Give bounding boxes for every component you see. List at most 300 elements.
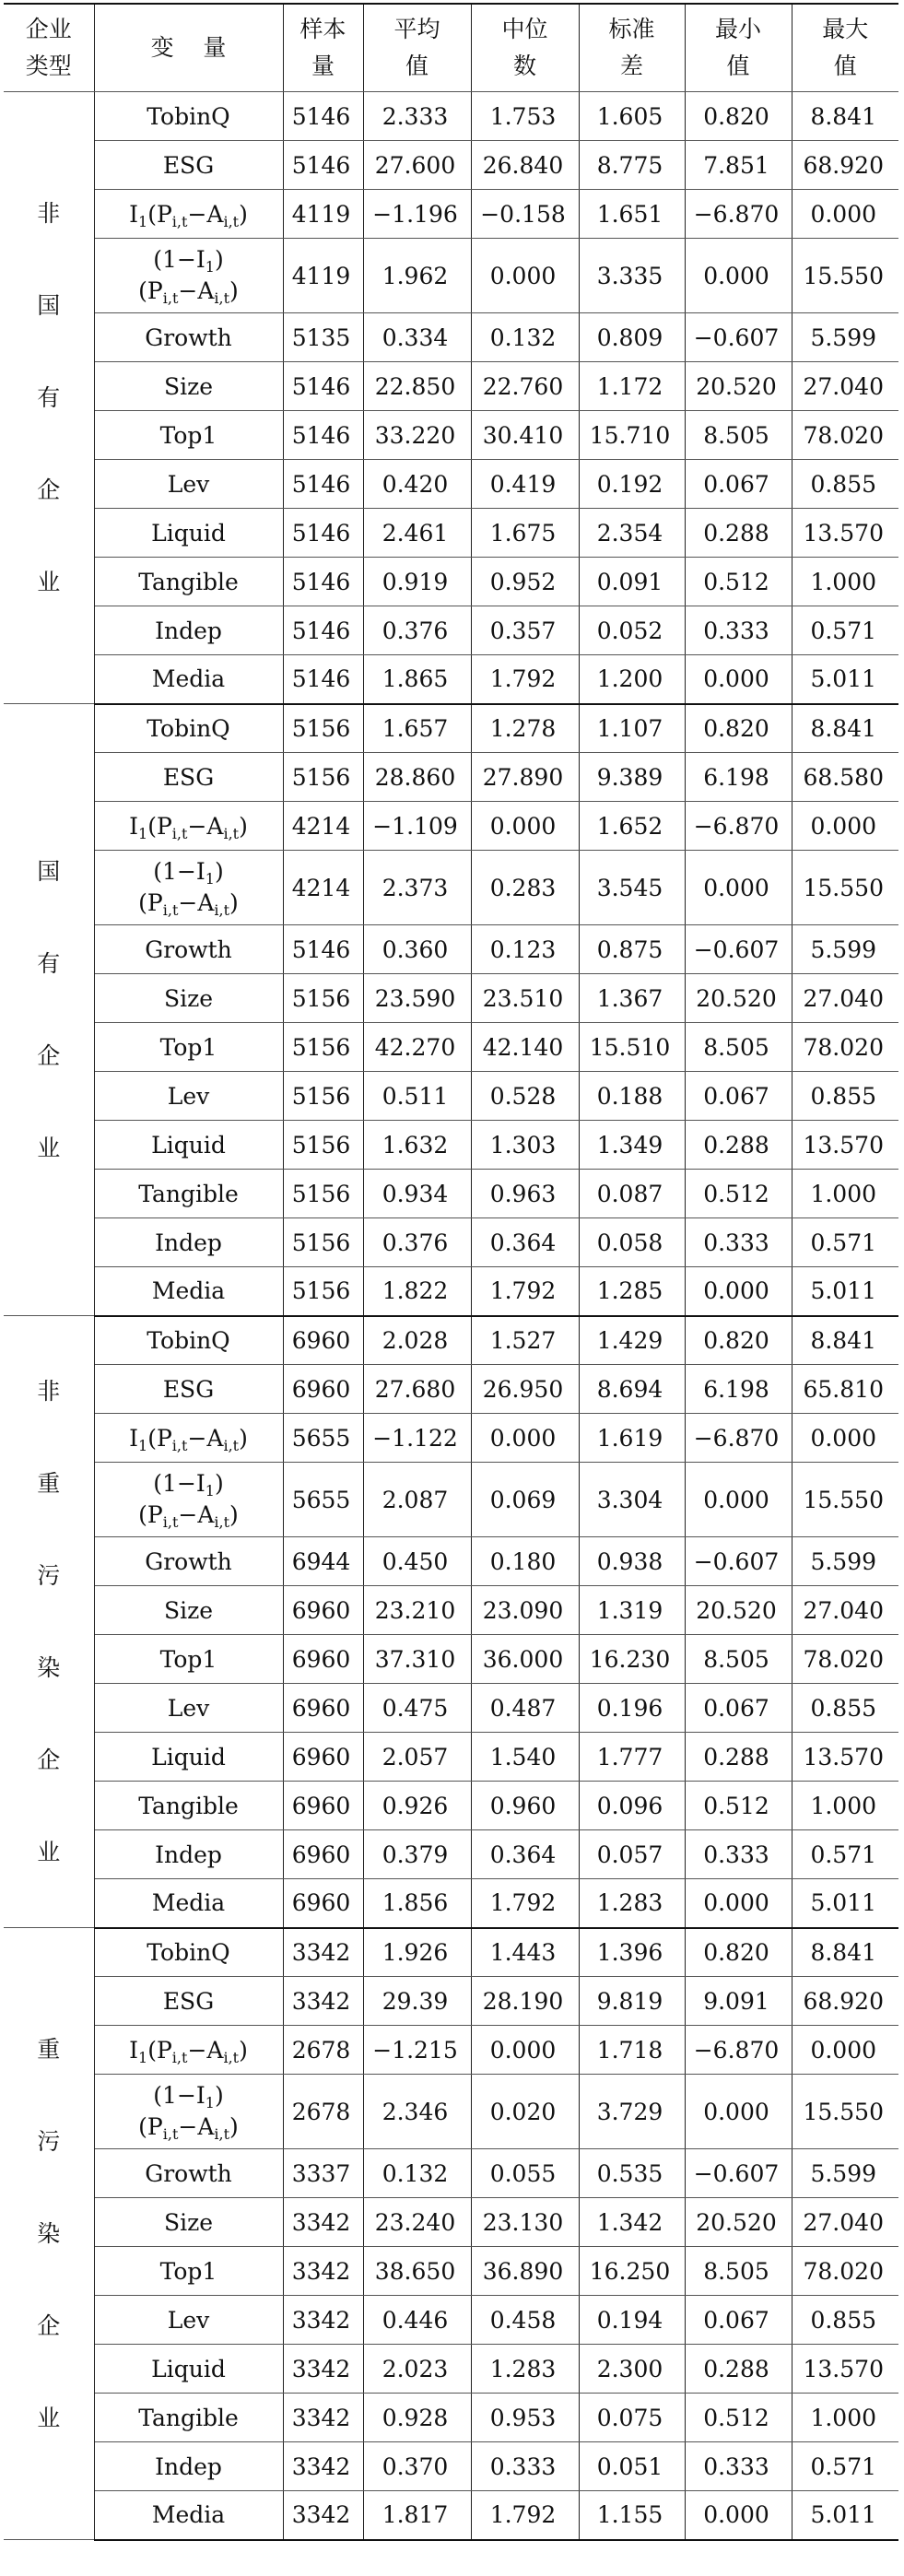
variable-name: Growth	[94, 1537, 283, 1586]
table-row	[4, 509, 898, 558]
table-row	[4, 851, 898, 925]
min-value: 0.288	[685, 1121, 792, 1170]
sample-size: 5146	[283, 606, 363, 655]
sample-size: 5156	[283, 1023, 363, 1072]
median-value: 23.130	[471, 2198, 579, 2247]
table-row	[4, 1072, 898, 1121]
sample-size: 3342	[283, 1977, 363, 2026]
sample-size: 5156	[283, 704, 363, 753]
variable-name: Growth	[94, 313, 283, 362]
std-dev-value: 1.777	[579, 1733, 685, 1782]
table-row	[4, 655, 898, 704]
sample-size: 3342	[283, 2491, 363, 2540]
median-value: 1.278	[471, 704, 579, 753]
min-value: 20.520	[685, 2198, 792, 2247]
min-value: 0.067	[685, 460, 792, 509]
max-value: 0.855	[792, 1072, 898, 1121]
median-value: 0.069	[471, 1463, 579, 1537]
median-value: 0.020	[471, 2075, 579, 2149]
median-value: 0.364	[471, 1830, 579, 1879]
company-type-char: 有	[37, 383, 61, 411]
mean-value: 23.210	[363, 1586, 471, 1635]
table-row	[4, 1121, 898, 1170]
min-value: 0.000	[685, 1879, 792, 1928]
sample-size: 5146	[283, 92, 363, 141]
median-value: 42.140	[471, 1023, 579, 1072]
max-value: 13.570	[792, 1733, 898, 1782]
mean-value: 23.240	[363, 2198, 471, 2247]
sample-size: 3342	[283, 2442, 363, 2491]
sample-size: 6960	[283, 1586, 363, 1635]
std-dev-value: 1.342	[579, 2198, 685, 2247]
std-dev-value: 0.188	[579, 1072, 685, 1121]
min-value: 0.288	[685, 2345, 792, 2394]
header-row	[4, 4, 898, 92]
table-row	[4, 313, 898, 362]
variable-name: ESG	[94, 141, 283, 190]
table-row	[4, 2075, 898, 2149]
variable-name: $(1-I_1)$ $(P_{i,t}-A_{i,t})$	[94, 851, 283, 925]
std-dev-value: 1.349	[579, 1121, 685, 1170]
company-type-cell	[4, 704, 94, 1316]
max-value: 5.011	[792, 1879, 898, 1928]
median-value: 0.123	[471, 925, 579, 974]
max-value: 5.011	[792, 1267, 898, 1316]
min-value: 0.000	[685, 2491, 792, 2540]
min-value: 8.505	[685, 2247, 792, 2296]
max-value: 27.040	[792, 362, 898, 411]
mean-value: 0.919	[363, 558, 471, 606]
mean-value: 0.926	[363, 1782, 471, 1830]
variable-name: Size	[94, 1586, 283, 1635]
table-row	[4, 239, 898, 313]
median-value: 26.950	[471, 1365, 579, 1414]
min-value: −6.870	[685, 802, 792, 851]
max-value: 68.580	[792, 753, 898, 802]
median-value: 0.458	[471, 2296, 579, 2345]
sample-size: 5156	[283, 1170, 363, 1218]
table-row	[4, 2198, 898, 2247]
mean-value: −1.196	[363, 190, 471, 239]
max-value: 0.000	[792, 802, 898, 851]
max-value: 1.000	[792, 1782, 898, 1830]
table-row	[4, 1023, 898, 1072]
header-company-type: 企业 类型	[4, 4, 94, 92]
std-dev-value: 1.107	[579, 704, 685, 753]
median-value: 1.792	[471, 2491, 579, 2540]
median-value: 0.952	[471, 558, 579, 606]
mean-value: 0.370	[363, 2442, 471, 2491]
min-value: 0.820	[685, 1928, 792, 1977]
max-value: 78.020	[792, 411, 898, 460]
mean-value: 0.376	[363, 606, 471, 655]
variable-name: TobinQ	[94, 1928, 283, 1977]
table-row	[4, 2247, 898, 2296]
min-value: −0.607	[685, 2149, 792, 2198]
max-value: 5.599	[792, 2149, 898, 2198]
min-value: 0.512	[685, 2394, 792, 2442]
company-type-char: 企	[37, 476, 61, 503]
header-mean: 平均 值	[363, 4, 471, 92]
company-type-char: 国	[37, 857, 61, 885]
table-row	[4, 1414, 898, 1463]
variable-name: Tangible	[94, 1782, 283, 1830]
median-value: 1.283	[471, 2345, 579, 2394]
sample-size: 6960	[283, 1635, 363, 1684]
company-type-char: 企	[37, 1746, 61, 1773]
std-dev-value: 2.300	[579, 2345, 685, 2394]
table-row	[4, 1586, 898, 1635]
std-dev-value: 0.052	[579, 606, 685, 655]
variable-name: Liquid	[94, 1733, 283, 1782]
mean-value: 38.650	[363, 2247, 471, 2296]
max-value: 8.841	[792, 1928, 898, 1977]
variable-name: Tangible	[94, 558, 283, 606]
variable-name: Lev	[94, 2296, 283, 2345]
max-value: 8.841	[792, 704, 898, 753]
table-row	[4, 1635, 898, 1684]
max-value: 0.571	[792, 2442, 898, 2491]
table-row	[4, 2442, 898, 2491]
header-std-dev: 标准 差	[579, 4, 685, 92]
variable-name: Top1	[94, 1023, 283, 1072]
company-type-char: 业	[37, 2404, 61, 2431]
table-row	[4, 362, 898, 411]
mean-value: 1.962	[363, 239, 471, 313]
table-row	[4, 974, 898, 1023]
min-value: 8.505	[685, 1023, 792, 1072]
sample-size: 5146	[283, 655, 363, 704]
std-dev-value: 1.652	[579, 802, 685, 851]
table-row	[4, 460, 898, 509]
mean-value: 0.934	[363, 1170, 471, 1218]
median-value: 1.527	[471, 1316, 579, 1365]
min-value: 0.512	[685, 1782, 792, 1830]
min-value: 0.333	[685, 2442, 792, 2491]
max-value: 15.550	[792, 851, 898, 925]
mean-value: 42.270	[363, 1023, 471, 1072]
variable-name: Lev	[94, 460, 283, 509]
median-value: 1.540	[471, 1733, 579, 1782]
max-value: 5.011	[792, 2491, 898, 2540]
company-type-char: 重	[37, 2035, 61, 2063]
std-dev-value: 1.396	[579, 1928, 685, 1977]
sample-size: 6960	[283, 1879, 363, 1928]
max-value: 0.855	[792, 1684, 898, 1733]
std-dev-value: 16.230	[579, 1635, 685, 1684]
table-row	[4, 2296, 898, 2345]
mean-value: 0.420	[363, 460, 471, 509]
mean-value: 2.373	[363, 851, 471, 925]
max-value: 0.571	[792, 1830, 898, 1879]
sample-size: 5655	[283, 1414, 363, 1463]
std-dev-value: 1.172	[579, 362, 685, 411]
median-value: 0.487	[471, 1684, 579, 1733]
variable-name: $I_1(P_{i,t}-A_{i,t})$	[94, 190, 283, 239]
company-type-char: 有	[37, 949, 61, 977]
max-value: 1.000	[792, 558, 898, 606]
min-value: 0.000	[685, 1463, 792, 1537]
max-value: 1.000	[792, 1170, 898, 1218]
variable-name: Lev	[94, 1684, 283, 1733]
variable-name: Size	[94, 2198, 283, 2247]
std-dev-value: 1.367	[579, 974, 685, 1023]
table-row	[4, 802, 898, 851]
table-row	[4, 1928, 898, 1977]
company-type-char: 企	[37, 1041, 61, 1069]
table-row	[4, 1537, 898, 1586]
variable-name: $(1-I_1)$ $(P_{i,t}-A_{i,t})$	[94, 1463, 283, 1537]
mean-value: 1.817	[363, 2491, 471, 2540]
max-value: 78.020	[792, 2247, 898, 2296]
std-dev-value: 0.875	[579, 925, 685, 974]
sample-size: 4214	[283, 802, 363, 851]
std-dev-value: 3.545	[579, 851, 685, 925]
sample-size: 3342	[283, 2198, 363, 2247]
variable-name: TobinQ	[94, 92, 283, 141]
min-value: 0.000	[685, 239, 792, 313]
max-value: 0.000	[792, 2026, 898, 2075]
mean-value: 0.376	[363, 1218, 471, 1267]
min-value: 0.000	[685, 1267, 792, 1316]
median-value: 0.132	[471, 313, 579, 362]
mean-value: 1.657	[363, 704, 471, 753]
table-body	[4, 92, 898, 2540]
sample-size: 5156	[283, 1267, 363, 1316]
min-value: 0.000	[685, 655, 792, 704]
median-value: 1.792	[471, 1879, 579, 1928]
max-value: 27.040	[792, 2198, 898, 2247]
variable-name: $I_1(P_{i,t}-A_{i,t})$	[94, 1414, 283, 1463]
std-dev-value: 16.250	[579, 2247, 685, 2296]
min-value: 0.820	[685, 92, 792, 141]
sample-size: 5146	[283, 509, 363, 558]
max-value: 13.570	[792, 1121, 898, 1170]
max-value: 5.599	[792, 1537, 898, 1586]
min-value: −6.870	[685, 1414, 792, 1463]
mean-value: 27.680	[363, 1365, 471, 1414]
header-sample-size: 样本 量	[283, 4, 363, 92]
variable-name: TobinQ	[94, 1316, 283, 1365]
mean-value: 28.860	[363, 753, 471, 802]
table-row	[4, 141, 898, 190]
table-row	[4, 1463, 898, 1537]
std-dev-value: 0.809	[579, 313, 685, 362]
variable-name: Media	[94, 1267, 283, 1316]
mean-value: 2.346	[363, 2075, 471, 2149]
max-value: 65.810	[792, 1365, 898, 1414]
mean-value: 2.057	[363, 1733, 471, 1782]
std-dev-value: 9.819	[579, 1977, 685, 2026]
median-value: 0.333	[471, 2442, 579, 2491]
std-dev-value: 3.729	[579, 2075, 685, 2149]
min-value: 0.512	[685, 1170, 792, 1218]
max-value: 5.011	[792, 655, 898, 704]
variable-name: $I_1(P_{i,t}-A_{i,t})$	[94, 802, 283, 851]
variable-name: TobinQ	[94, 704, 283, 753]
variable-name: $I_1(P_{i,t}-A_{i,t})$	[94, 2026, 283, 2075]
std-dev-value: 2.354	[579, 509, 685, 558]
max-value: 78.020	[792, 1635, 898, 1684]
mean-value: 0.446	[363, 2296, 471, 2345]
median-value: −0.158	[471, 190, 579, 239]
table-row	[4, 606, 898, 655]
std-dev-value: 1.200	[579, 655, 685, 704]
max-value: 5.599	[792, 313, 898, 362]
mean-value: −1.215	[363, 2026, 471, 2075]
max-value: 0.855	[792, 460, 898, 509]
table-row	[4, 2026, 898, 2075]
mean-value: 0.928	[363, 2394, 471, 2442]
company-type-char: 国	[37, 291, 61, 319]
std-dev-value: 1.155	[579, 2491, 685, 2540]
sample-size: 6960	[283, 1684, 363, 1733]
max-value: 0.000	[792, 190, 898, 239]
std-dev-value: 3.335	[579, 239, 685, 313]
variable-name: Tangible	[94, 1170, 283, 1218]
variable-name: Lev	[94, 1072, 283, 1121]
table-row	[4, 1977, 898, 2026]
std-dev-value: 0.192	[579, 460, 685, 509]
max-value: 13.570	[792, 2345, 898, 2394]
mean-value: 1.865	[363, 655, 471, 704]
mean-value: 0.450	[363, 1537, 471, 1586]
min-value: 6.198	[685, 1365, 792, 1414]
sample-size: 5135	[283, 313, 363, 362]
std-dev-value: 1.651	[579, 190, 685, 239]
min-value: 0.067	[685, 2296, 792, 2345]
table-row	[4, 558, 898, 606]
median-value: 0.180	[471, 1537, 579, 1586]
sample-size: 5655	[283, 1463, 363, 1537]
variable-name: ESG	[94, 1365, 283, 1414]
min-value: 20.520	[685, 974, 792, 1023]
company-type-char: 业	[37, 1838, 61, 1865]
company-type-char: 染	[37, 2219, 61, 2247]
std-dev-value: 0.091	[579, 558, 685, 606]
company-type-char: 企	[37, 2311, 61, 2339]
median-value: 22.760	[471, 362, 579, 411]
mean-value: 0.379	[363, 1830, 471, 1879]
max-value: 68.920	[792, 1977, 898, 2026]
sample-size: 2678	[283, 2075, 363, 2149]
mean-value: 37.310	[363, 1635, 471, 1684]
median-value: 1.753	[471, 92, 579, 141]
median-value: 0.419	[471, 460, 579, 509]
company-type-char: 业	[37, 1134, 61, 1161]
mean-value: 2.028	[363, 1316, 471, 1365]
header-min: 最小 值	[685, 4, 792, 92]
variable-name: Size	[94, 974, 283, 1023]
max-value: 27.040	[792, 1586, 898, 1635]
sample-size: 5146	[283, 925, 363, 974]
table-row	[4, 2149, 898, 2198]
std-dev-value: 8.775	[579, 141, 685, 190]
company-type-cell	[4, 1928, 94, 2540]
sample-size: 5156	[283, 1218, 363, 1267]
company-type-char: 非	[37, 199, 61, 227]
mean-value: 0.475	[363, 1684, 471, 1733]
mean-value: −1.122	[363, 1414, 471, 1463]
sample-size: 3342	[283, 2296, 363, 2345]
max-value: 0.000	[792, 1414, 898, 1463]
std-dev-value: 0.087	[579, 1170, 685, 1218]
max-value: 8.841	[792, 92, 898, 141]
mean-value: 0.334	[363, 313, 471, 362]
min-value: 0.000	[685, 2075, 792, 2149]
min-value: 6.198	[685, 753, 792, 802]
sample-size: 6960	[283, 1365, 363, 1414]
header-max: 最大 值	[792, 4, 898, 92]
table-row	[4, 1218, 898, 1267]
sample-size: 6960	[283, 1316, 363, 1365]
max-value: 0.571	[792, 1218, 898, 1267]
std-dev-value: 1.619	[579, 1414, 685, 1463]
std-dev-value: 1.285	[579, 1267, 685, 1316]
min-value: 7.851	[685, 141, 792, 190]
table-row	[4, 92, 898, 141]
min-value: −6.870	[685, 2026, 792, 2075]
std-dev-value: 8.694	[579, 1365, 685, 1414]
std-dev-value: 0.096	[579, 1782, 685, 1830]
median-value: 0.283	[471, 851, 579, 925]
table-row	[4, 1782, 898, 1830]
min-value: −0.607	[685, 925, 792, 974]
mean-value: 22.850	[363, 362, 471, 411]
mean-value: 2.087	[363, 1463, 471, 1537]
median-value: 0.000	[471, 1414, 579, 1463]
min-value: −0.607	[685, 313, 792, 362]
mean-value: 2.333	[363, 92, 471, 141]
min-value: 0.333	[685, 1830, 792, 1879]
std-dev-value: 0.535	[579, 2149, 685, 2198]
company-type-char: 污	[37, 1561, 61, 1589]
sample-size: 5156	[283, 753, 363, 802]
variable-name: Top1	[94, 1635, 283, 1684]
sample-size: 4119	[283, 190, 363, 239]
variable-name: Liquid	[94, 509, 283, 558]
mean-value: 27.600	[363, 141, 471, 190]
mean-value: 1.632	[363, 1121, 471, 1170]
min-value: 9.091	[685, 1977, 792, 2026]
variable-name: ESG	[94, 1977, 283, 2026]
std-dev-value: 1.319	[579, 1586, 685, 1635]
std-dev-value: 0.194	[579, 2296, 685, 2345]
variable-name: Indep	[94, 2442, 283, 2491]
max-value: 15.550	[792, 1463, 898, 1537]
variable-name: Media	[94, 2491, 283, 2540]
std-dev-value: 0.058	[579, 1218, 685, 1267]
min-value: −0.607	[685, 1537, 792, 1586]
mean-value: 1.926	[363, 1928, 471, 1977]
sample-size: 5146	[283, 411, 363, 460]
median-value: 0.055	[471, 2149, 579, 2198]
min-value: 0.288	[685, 509, 792, 558]
max-value: 15.550	[792, 2075, 898, 2149]
company-type-char: 重	[37, 1469, 61, 1497]
min-value: 20.520	[685, 1586, 792, 1635]
table-row	[4, 753, 898, 802]
max-value: 5.599	[792, 925, 898, 974]
median-value: 28.190	[471, 1977, 579, 2026]
max-value: 1.000	[792, 2394, 898, 2442]
table-row	[4, 704, 898, 753]
median-value: 0.953	[471, 2394, 579, 2442]
sample-size: 3342	[283, 2394, 363, 2442]
min-value: 8.505	[685, 1635, 792, 1684]
std-dev-value: 0.938	[579, 1537, 685, 1586]
max-value: 78.020	[792, 1023, 898, 1072]
